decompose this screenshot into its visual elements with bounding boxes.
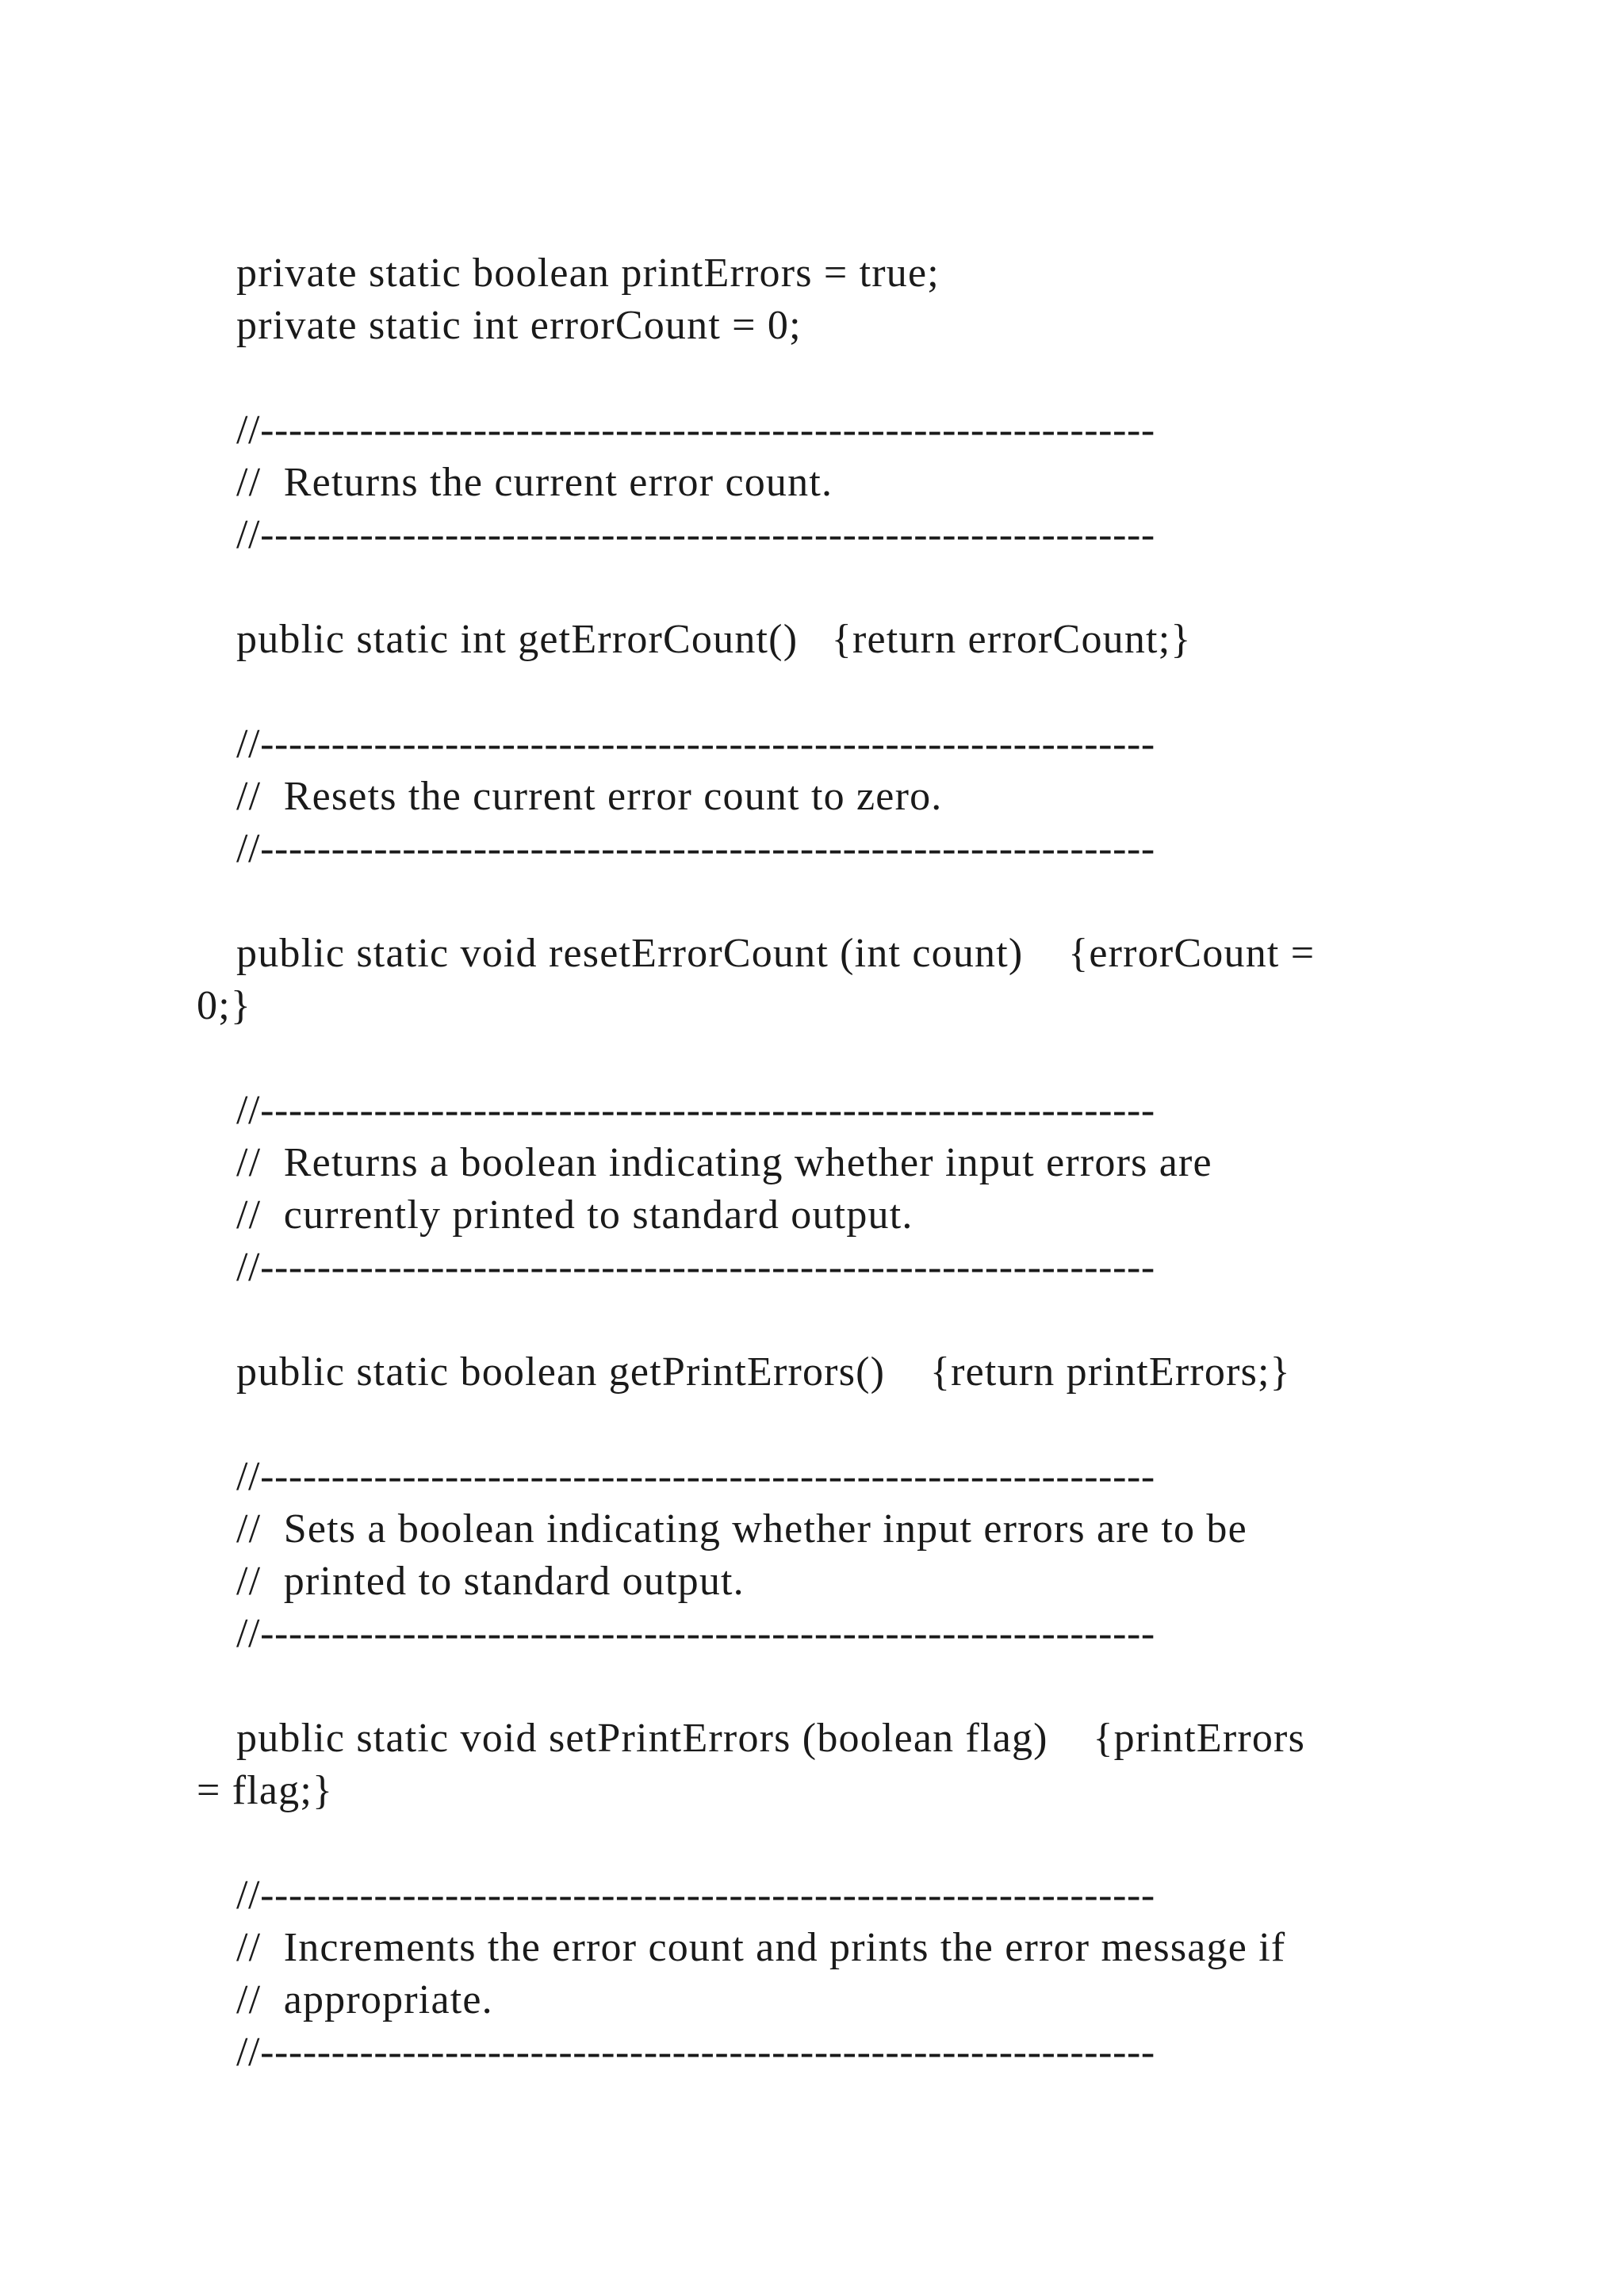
code-line-get-print-errors: public static boolean getPrintErrors() {return printErrors;} xyxy=(236,1349,1291,1395)
comment-line: // printed to standard output. xyxy=(236,1559,745,1604)
comment-rule: //--------------------------------------------------------------- xyxy=(236,408,1155,453)
comment-rule: //--------------------------------------------------------------- xyxy=(236,721,1155,767)
code-line-wrapped: = flag;} xyxy=(197,1768,334,1813)
comment-rule: //--------------------------------------------------------------- xyxy=(236,2030,1155,2075)
comment-line: // appropriate. xyxy=(236,1977,493,2022)
comment-line: // Returns a boolean indicating whether input errors are xyxy=(236,1140,1212,1185)
comment-rule: //--------------------------------------------------------------- xyxy=(236,1454,1155,1499)
comment-rule: //--------------------------------------------------------------- xyxy=(236,1088,1155,1133)
code-line-print-errors-field: private static boolean printErrors = true; xyxy=(236,251,940,296)
code-line-reset-error-count: public static void resetErrorCount (int count) {errorCount = xyxy=(236,931,1316,976)
comment-rule: //--------------------------------------------------------------- xyxy=(236,1611,1155,1656)
comment-line: // Resets the current error count to zero. xyxy=(236,774,943,819)
comment-rule: //--------------------------------------------------------------- xyxy=(236,1873,1155,1918)
code-line-get-error-count: public static int getErrorCount() {return errorCount;} xyxy=(236,617,1192,662)
comment-line: // Increments the error count and prints the error message if xyxy=(236,1925,1286,1970)
comment-line: // Returns the current error count. xyxy=(236,460,833,505)
comment-line: // currently printed to standard output. xyxy=(236,1192,914,1238)
comment-line: // Sets a boolean indicating whether input errors are to be xyxy=(236,1506,1247,1552)
comment-rule: //--------------------------------------------------------------- xyxy=(236,826,1155,871)
code-line-set-print-errors: public static void setPrintErrors (boolean flag) {printErrors xyxy=(236,1716,1306,1761)
comment-rule: //--------------------------------------------------------------- xyxy=(236,512,1155,557)
code-line-wrapped: 0;} xyxy=(197,983,252,1028)
comment-rule: //--------------------------------------------------------------- xyxy=(236,1245,1155,1290)
code-line-error-count-field: private static int errorCount = 0; xyxy=(236,303,802,348)
